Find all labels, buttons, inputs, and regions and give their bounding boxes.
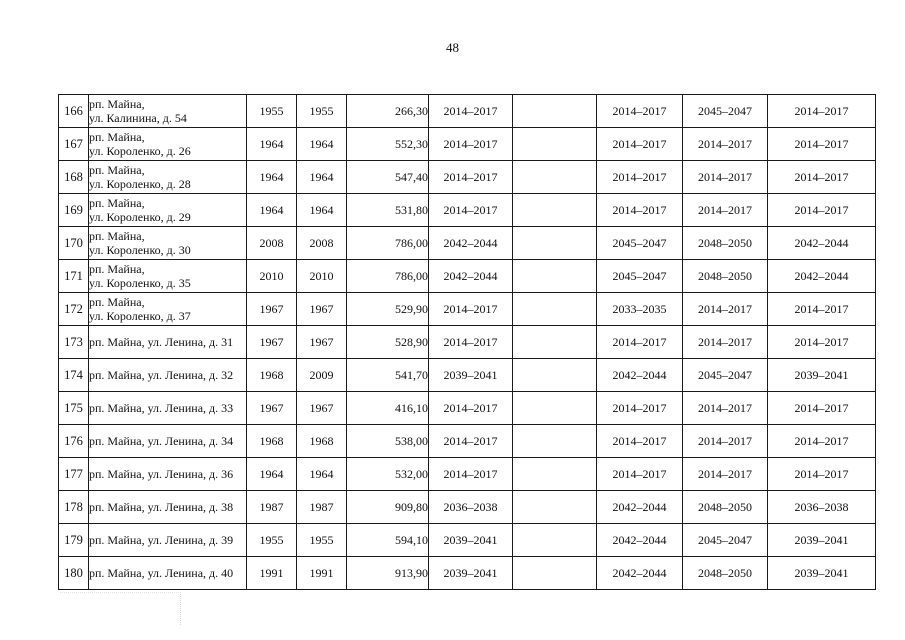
- period-cell-3: 2045–2047: [597, 227, 683, 260]
- year-commissioned-cell: 1955: [297, 524, 347, 557]
- period-cell-4: 2014–2017: [683, 392, 768, 425]
- page-number: 48: [446, 40, 459, 55]
- period-cell-4: 2014–2017: [683, 293, 768, 326]
- period-cell-5: 2014–2017: [768, 458, 876, 491]
- period-cell-3: 2014–2017: [597, 392, 683, 425]
- period-cell-4: 2014–2017: [683, 194, 768, 227]
- address-line: ул. Короленко, д. 30: [89, 243, 191, 257]
- area-cell: 909,80: [347, 491, 429, 524]
- period-cell-1: 2039–2041: [429, 524, 513, 557]
- period-cell-3: 2014–2017: [597, 194, 683, 227]
- table-row: [59, 392, 876, 425]
- period-cell-1: 2042–2044: [429, 227, 513, 260]
- period-cell-1: 2014–2017: [429, 392, 513, 425]
- period-cell-4: 2014–2017: [683, 458, 768, 491]
- address-cell: [89, 491, 247, 524]
- address-line: ул. Короленко, д. 37: [89, 309, 191, 323]
- area-cell: 538,00: [347, 425, 429, 458]
- table-body: [59, 95, 876, 590]
- table-row: [59, 458, 876, 491]
- address-line: рп. Майна, ул. Ленина, д. 40: [89, 566, 234, 580]
- row-number-cell: 176: [59, 425, 89, 458]
- period-cell-5: 2014–2017: [768, 95, 876, 128]
- period-cell-2: [513, 425, 597, 458]
- area-cell: 416,10: [347, 392, 429, 425]
- period-cell-2: [513, 293, 597, 326]
- address-line: рп. Майна, ул. Ленина, д. 36: [89, 467, 234, 481]
- address-line: рп. Майна,: [89, 163, 145, 177]
- year-commissioned-cell: 1964: [297, 458, 347, 491]
- address-line: ул. Калинина, д. 54: [89, 111, 187, 125]
- year-commissioned-cell: 1964: [297, 194, 347, 227]
- period-cell-2: [513, 458, 597, 491]
- period-cell-4: 2048–2050: [683, 491, 768, 524]
- year-built-cell: 2010: [247, 260, 297, 293]
- address-line: рп. Майна,: [89, 229, 145, 243]
- period-cell-5: 2014–2017: [768, 326, 876, 359]
- period-cell-5: 2014–2017: [768, 128, 876, 161]
- address-cell: [89, 227, 247, 260]
- period-cell-5: 2014–2017: [768, 194, 876, 227]
- period-cell-5: 2039–2041: [768, 359, 876, 392]
- address-line: рп. Майна, ул. Ленина, д. 32: [89, 368, 234, 382]
- row-number-cell: 177: [59, 458, 89, 491]
- period-cell-4: 2048–2050: [683, 557, 768, 590]
- period-cell-3: 2014–2017: [597, 161, 683, 194]
- address-cell: [89, 128, 247, 161]
- address-line: рп. Майна,: [89, 295, 145, 309]
- row-number-cell: 168: [59, 161, 89, 194]
- year-built-cell: 1964: [247, 128, 297, 161]
- table-row: [59, 293, 876, 326]
- table-row: [59, 194, 876, 227]
- year-commissioned-cell: 1955: [297, 95, 347, 128]
- area-cell: 529,90: [347, 293, 429, 326]
- period-cell-1: 2039–2041: [429, 557, 513, 590]
- address-line: рп. Майна,: [89, 262, 145, 276]
- row-number-cell: 166: [59, 95, 89, 128]
- period-cell-2: [513, 128, 597, 161]
- area-cell: 528,90: [347, 326, 429, 359]
- period-cell-5: 2042–2044: [768, 227, 876, 260]
- year-commissioned-cell: 1987: [297, 491, 347, 524]
- table-row: [59, 128, 876, 161]
- period-cell-4: 2014–2017: [683, 161, 768, 194]
- address-line: рп. Майна, ул. Ленина, д. 33: [89, 401, 234, 415]
- period-cell-3: 2045–2047: [597, 260, 683, 293]
- year-commissioned-cell: 1968: [297, 425, 347, 458]
- table-row: [59, 425, 876, 458]
- period-cell-5: 2036–2038: [768, 491, 876, 524]
- period-cell-3: 2014–2017: [597, 425, 683, 458]
- year-built-cell: 1967: [247, 326, 297, 359]
- address-line: ул. Короленко, д. 29: [89, 210, 191, 224]
- period-cell-5: 2014–2017: [768, 425, 876, 458]
- row-number-cell: 174: [59, 359, 89, 392]
- table-row: [59, 227, 876, 260]
- year-commissioned-cell: 1991: [297, 557, 347, 590]
- row-number-cell: 175: [59, 392, 89, 425]
- year-built-cell: 1987: [247, 491, 297, 524]
- address-line: рп. Майна, ул. Ленина, д. 34: [89, 434, 234, 448]
- period-cell-4: 2014–2017: [683, 326, 768, 359]
- area-cell: 786,00: [347, 227, 429, 260]
- address-line: ул. Короленко, д. 35: [89, 276, 191, 290]
- period-cell-1: 2014–2017: [429, 458, 513, 491]
- period-cell-3: 2033–2035: [597, 293, 683, 326]
- period-cell-2: [513, 227, 597, 260]
- period-cell-2: [513, 557, 597, 590]
- table-row: [59, 260, 876, 293]
- period-cell-2: [513, 524, 597, 557]
- period-cell-1: 2039–2041: [429, 359, 513, 392]
- year-built-cell: 1964: [247, 194, 297, 227]
- row-number-cell: 167: [59, 128, 89, 161]
- row-number-cell: 179: [59, 524, 89, 557]
- year-commissioned-cell: 1964: [297, 128, 347, 161]
- address-cell: [89, 95, 247, 128]
- address-line: ул. Короленко, д. 28: [89, 177, 191, 191]
- year-built-cell: 1964: [247, 458, 297, 491]
- period-cell-1: 2036–2038: [429, 491, 513, 524]
- period-cell-3: 2014–2017: [597, 326, 683, 359]
- address-cell: [89, 326, 247, 359]
- period-cell-3: 2014–2017: [597, 128, 683, 161]
- address-cell: [89, 260, 247, 293]
- row-number-cell: 173: [59, 326, 89, 359]
- scan-artifact: [60, 592, 181, 625]
- period-cell-3: 2042–2044: [597, 524, 683, 557]
- year-commissioned-cell: 1967: [297, 293, 347, 326]
- row-number-cell: 172: [59, 293, 89, 326]
- year-built-cell: 1968: [247, 425, 297, 458]
- period-cell-1: 2014–2017: [429, 95, 513, 128]
- address-cell: [89, 161, 247, 194]
- area-cell: 913,90: [347, 557, 429, 590]
- table-row: [59, 557, 876, 590]
- period-cell-1: 2014–2017: [429, 194, 513, 227]
- row-number-cell: 171: [59, 260, 89, 293]
- area-cell: 547,40: [347, 161, 429, 194]
- period-cell-2: [513, 161, 597, 194]
- period-cell-4: 2045–2047: [683, 95, 768, 128]
- year-built-cell: 1955: [247, 524, 297, 557]
- year-built-cell: 1967: [247, 392, 297, 425]
- address-line: рп. Майна,: [89, 130, 145, 144]
- period-cell-2: [513, 359, 597, 392]
- year-commissioned-cell: 2010: [297, 260, 347, 293]
- address-cell: [89, 458, 247, 491]
- year-commissioned-cell: 1964: [297, 161, 347, 194]
- period-cell-5: 2014–2017: [768, 161, 876, 194]
- area-cell: 594,10: [347, 524, 429, 557]
- address-line: рп. Майна, ул. Ленина, д. 31: [89, 335, 234, 349]
- period-cell-3: 2014–2017: [597, 95, 683, 128]
- area-cell: 266,30: [347, 95, 429, 128]
- row-number-cell: 169: [59, 194, 89, 227]
- address-line: рп. Майна, ул. Ленина, д. 39: [89, 533, 234, 547]
- period-cell-2: [513, 95, 597, 128]
- address-cell: [89, 392, 247, 425]
- period-cell-4: 2014–2017: [683, 128, 768, 161]
- area-cell: 531,80: [347, 194, 429, 227]
- year-built-cell: 2008: [247, 227, 297, 260]
- year-commissioned-cell: 2008: [297, 227, 347, 260]
- table-row: [59, 161, 876, 194]
- period-cell-2: [513, 491, 597, 524]
- area-cell: 541,70: [347, 359, 429, 392]
- year-commissioned-cell: 1967: [297, 326, 347, 359]
- year-built-cell: 1955: [247, 95, 297, 128]
- row-number-cell: 180: [59, 557, 89, 590]
- year-built-cell: 1964: [247, 161, 297, 194]
- period-cell-2: [513, 326, 597, 359]
- period-cell-4: 2048–2050: [683, 260, 768, 293]
- address-cell: [89, 524, 247, 557]
- period-cell-3: 2042–2044: [597, 491, 683, 524]
- period-cell-4: 2045–2047: [683, 524, 768, 557]
- row-number-cell: 170: [59, 227, 89, 260]
- period-cell-1: 2014–2017: [429, 425, 513, 458]
- table-row: [59, 491, 876, 524]
- period-cell-2: [513, 392, 597, 425]
- table-row: [59, 95, 876, 128]
- period-cell-4: 2048–2050: [683, 227, 768, 260]
- period-cell-1: 2014–2017: [429, 128, 513, 161]
- period-cell-2: [513, 260, 597, 293]
- period-cell-3: 2042–2044: [597, 359, 683, 392]
- period-cell-3: 2042–2044: [597, 557, 683, 590]
- period-cell-5: 2039–2041: [768, 524, 876, 557]
- address-line: ул. Короленко, д. 26: [89, 144, 191, 158]
- period-cell-5: 2014–2017: [768, 293, 876, 326]
- area-cell: 532,00: [347, 458, 429, 491]
- area-cell: 552,30: [347, 128, 429, 161]
- period-cell-1: 2014–2017: [429, 161, 513, 194]
- period-cell-4: 2045–2047: [683, 359, 768, 392]
- year-built-cell: 1991: [247, 557, 297, 590]
- address-cell: [89, 293, 247, 326]
- year-commissioned-cell: 2009: [297, 359, 347, 392]
- address-line: рп. Майна,: [89, 97, 145, 111]
- housing-registry-table: [58, 94, 876, 590]
- row-number-cell: 178: [59, 491, 89, 524]
- period-cell-1: 2042–2044: [429, 260, 513, 293]
- address-line: рп. Майна, ул. Ленина, д. 38: [89, 500, 234, 514]
- period-cell-5: 2042–2044: [768, 260, 876, 293]
- year-built-cell: 1967: [247, 293, 297, 326]
- table-row: [59, 524, 876, 557]
- period-cell-4: 2014–2017: [683, 425, 768, 458]
- year-commissioned-cell: 1967: [297, 392, 347, 425]
- table-row: [59, 326, 876, 359]
- address-cell: [89, 194, 247, 227]
- period-cell-5: 2014–2017: [768, 392, 876, 425]
- period-cell-2: [513, 194, 597, 227]
- period-cell-1: 2014–2017: [429, 293, 513, 326]
- period-cell-5: 2039–2041: [768, 557, 876, 590]
- address-cell: [89, 557, 247, 590]
- area-cell: 786,00: [347, 260, 429, 293]
- period-cell-3: 2014–2017: [597, 458, 683, 491]
- table-row: [59, 359, 876, 392]
- address-cell: [89, 425, 247, 458]
- year-built-cell: 1968: [247, 359, 297, 392]
- period-cell-1: 2014–2017: [429, 326, 513, 359]
- address-cell: [89, 359, 247, 392]
- address-line: рп. Майна,: [89, 196, 145, 210]
